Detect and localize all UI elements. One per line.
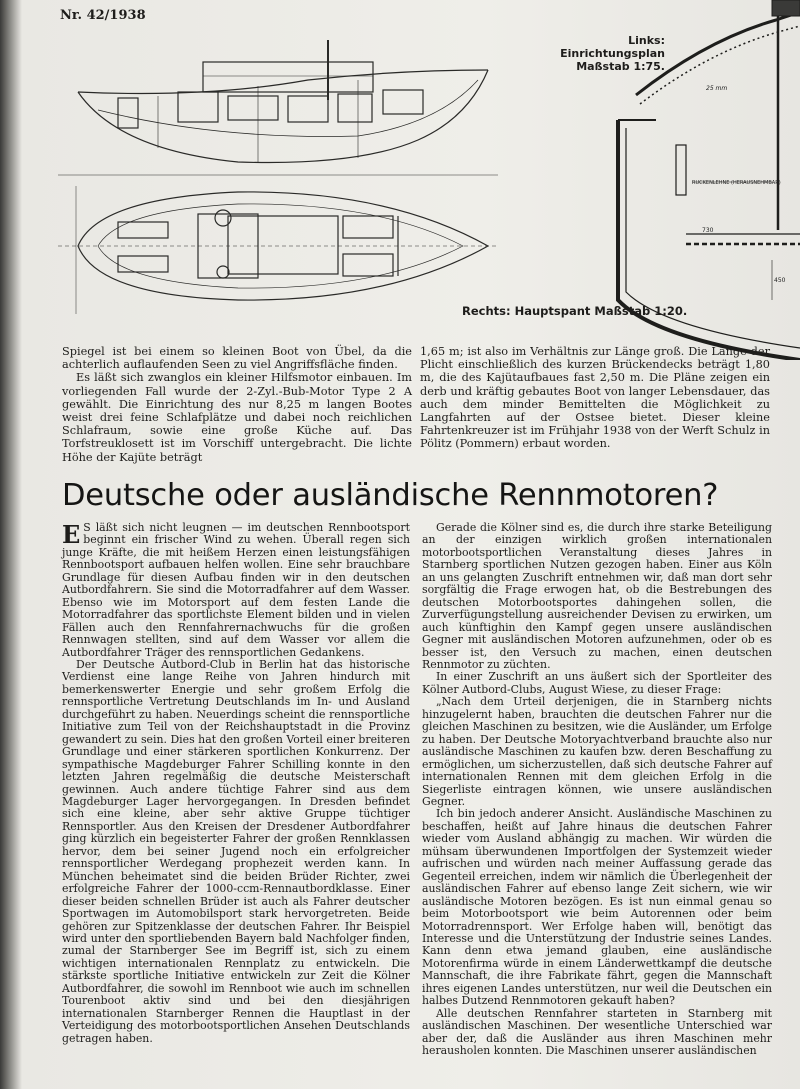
article-right-paragraph-2: In einer Zuschrift an uns äußert sich der Sportleiter des Kölner Autbord-Clubs, August Wiese, zu dieser Frage: (422, 670, 772, 696)
article-left-column (62, 522, 410, 1045)
intro-right-column (420, 345, 770, 451)
intro-right-paragraph-1: 1,65 m; ist also im Verhältnis zur Länge groß. Die Länge der Plicht einschließlich des kurzen Brückendecks beträgt 1,80 m, die des Kajütaufbaues fast 2,50 m. Die Pläne zeigen ein derb und kräftig gebautes Boot von langer Lebensdauer, das auch dem minder Bemittelten die Möglichkeit zu Langfahrten auf der Ostsee bietet. Dieser kleine Fahrtenkreuzer ist im Frühjahr 1938 von der Werft Schulz in Pölitz (Pommern) erbaut worden. (420, 345, 770, 451)
backrest-label: RUCKENLEHNE (HERAUSNEHMBAR) (692, 180, 781, 186)
article-right-paragraph-1: Gerade die Kölner sind es, die durch ihre starke Beteiligung an der einzigen wirklich großen internationalen motorbootsportlichen Veranstaltung dieses Jahres in Starnberg sportlichen Nutzen gezogen haben. Einer aus Köln an uns gelangten Zuschrift entnehmen wir, daß man dort sehr sorgfältig die Frage erwogen hat, ob die Bestrebungen des deutschen Motorbootsportes dahingehen sollen, die Zurverfügungstellung ausreichender Devisen zu erwirken, um auch künftighin den Kampf gegen unsere ausländischen Gegner mit ausländischen Motoren aufzunehmen, oder ob es besser ist, den Versuch zu machen, einen deutschen Rennmotor zu züchten. (422, 521, 772, 671)
dim-730-label: 730 (702, 227, 714, 234)
article-right-paragraph-3: „Nach dem Urteil derjenigen, die in Starnberg nichts hinzugelernt haben, brauchten die deutschen Fahrer nur die gleichen Maschinen zu besitzen, wie die Ausländer, um Erfolge zu haben. Der Deutsche Motoryachtverband brauchte also nur ausländische Maschinen zu kaufen bzw. deren Beschaffung zu ermöglichen, um sicherzustellen, daß sich deutsche Fahrer auf internationalen Rennen mit dem gleichen Erfolg in die Siegerliste eintragen können, wie unsere ausländischen Gegner. (422, 695, 772, 808)
caption-right: Rechts: Hauptspant Maßstab 1:20. (462, 304, 688, 318)
article-right-paragraph-5: Alle deutschen Rennfahrer starteten in Starnberg mit ausländischen Maschinen. Der wesentliche Unterschied war aber der, daß die Ausländer aus ihren Maschinen mehr herausholen konnten. Die Maschinen unserer ausländischen (422, 1006, 772, 1058)
article-headline: Deutsche oder ausländische Rennmotoren? (62, 478, 719, 513)
dropcap: E (62, 520, 81, 549)
caption-left-line2: Maßstab 1:75. (576, 60, 665, 73)
dim-top-label: 25 mm (706, 85, 728, 92)
intro-left-paragraph-1: Spiegel ist bei einem so kleinen Boot von Übel, da die achterlich auflaufenden Seen zu viel Angriffsfläche finden. (62, 345, 412, 372)
caption-left-line1: Links: Einrichtungsplan (560, 34, 665, 60)
article-left-paragraph-2: Der Deutsche Autbord-Club in Berlin hat das historische Verdienst eine lange Reihe von Jahren hindurch mit bemerkenswerter Energie und sehr großem Erfolg die rennsportliche Vertretung Deutschlands im In- und Ausland durchgeführt zu haben. Neuerdings scheint die rennsportliche Initiative zum Teil von der Reichshauptstadt in die Provinz gewandert zu sein. Dies hat den großen Vorteil einer breiteren Grundlage und einer stärkeren sportlichen Konkurrenz. Der sympathische Magdeburger Fahrer Schilling konnte in den letzten Jahren regelmäßig die deutsche Meisterschaft gewinnen. Auch andere tüchtige Fahrer sind aus dem Magdeburger Lager hervorgegangen. In Dresden befindet sich eine kleine, aber sehr aktive Gruppe tüchtiger Rennsportler. Aus den Kreisen der Dresdener Autbordfahrer ging kürzlich ein begeisterter Fahrer der großen Rennklassen hervor, dem bei seiner Jugend noch ein erfolgreicher rennsportlicher Werdegang prophezeit werden kann. In München beheimatet sind die beiden Brüder Richter, zwei erfolgreiche Fahrer der 1000-ccm-Rennautbordklasse. Einer dieser beiden schnellen Brüder ist auch als Fahrer deutscher Sportwagen im Automobilsport stark hervorgetreten. Beide gehören zur Spitzenklasse der deutschen Fahrer. Ihr Beispiel wird unter den sportliebenden Bayern bald Nachfolger finden, zumal der Starnberger See im Begriff ist, sich zu einem wichtigen internationalen Rennplatz zu entwickeln. Die stärkste sportliche Initiative entwickeln zur Zeit die Kölner Autbordfahrer, die sowohl im Rennboot wie auch im schnellen Tourenboot aktiv sind und bei den diesjährigen internationalen Starnberger Rennen die Hauptlast in der Verteidigung des motorbootsportlichen Ansehen Deutschlands getragen haben. (62, 657, 410, 1045)
dim-side-label: 450 (774, 277, 786, 284)
article-left-paragraph-1-text: S läßt sich nicht leugnen — im deutschen Rennbootsport beginnt ein frischer Wind zu wehen. Überall regen sich junge Kräfte, die mit heißem Herzen einen leistungsfähigen Rennbootsport aufbauen helfen wollen. Eine sehr brauchbare Grundlage für diesen Aufbau finden wir in den deutschen Autbordfahrern. Sie sind die Motorradfahrer auf dem Wasser. Ebenso wie im Motorsport auf dem festen Lande die Motorradfahrer das sportlichste Element bilden und in vielen Fällen auch den Rennfahrernachwuchs für die großen Rennwagen stellten, sind auf dem Wasser vor allem die Autbordfahrer Träger des rennsportlichen Gedankens. (62, 521, 410, 659)
article-right-column (422, 522, 772, 1057)
intro-left-column (62, 345, 412, 464)
intro-left-paragraph-2: Es läßt sich zwanglos ein kleiner Hilfsmotor einbauen. Im vorliegenden Fall wurde der 2-Zyl.-Bub-Motor Type 2 A gewählt. Die Einrichtung des nur 8,25 m langen Bootes weist drei feine Schlafplätze und dabei noch reichlichen Schlafraum, sowie eine große Küche auf. Das Torfstreuklosett ist im Vorschiff untergebracht. Die lichte Höhe der Kajüte beträgt (62, 371, 412, 464)
boat-profile-drawing (58, 40, 498, 180)
article-right-paragraph-4: Ich bin jedoch anderer Ansicht. Ausländische Maschinen zu beschaffen, heißt auf Jahre hinaus die deutschen Fahrer wieder vom Ausland abhängig zu machen. Wir würden die mühsam überwundenen Importfolgen der Systemzeit wieder aufrischen und würden nach meiner Auffassung gerade das Gegenteil erreichen, indem wir nämlich die Überlegenheit der ausländischen Fahrer auf ebenso lange Zeit sichern, wie wir ausländische Motoren bezögen. Es ist nun einmal genau so beim Motorbootsport wie beim Autorennen oder beim Motorradrennsport. Wer Erfolge haben will, benötigt das Interesse und die Unterstützung der Industrie seines Landes. Kann denn etwa jemand glauben, eine ausländische Motorenfirma würde in einem Länderwettkampf die deutsche Mannschaft, die ihre Fabrikate fährt, gegen die Mannschaft ihres eigenen Landes unterstützen, nur weil die Deutschen ein halbes Dutzend Rennmotoren gekauft haben? (422, 807, 772, 1008)
issue-number: Nr. 42/1938 (60, 8, 146, 23)
boat-plan-drawing (58, 186, 498, 316)
article-left-paragraph-1 (62, 522, 410, 659)
